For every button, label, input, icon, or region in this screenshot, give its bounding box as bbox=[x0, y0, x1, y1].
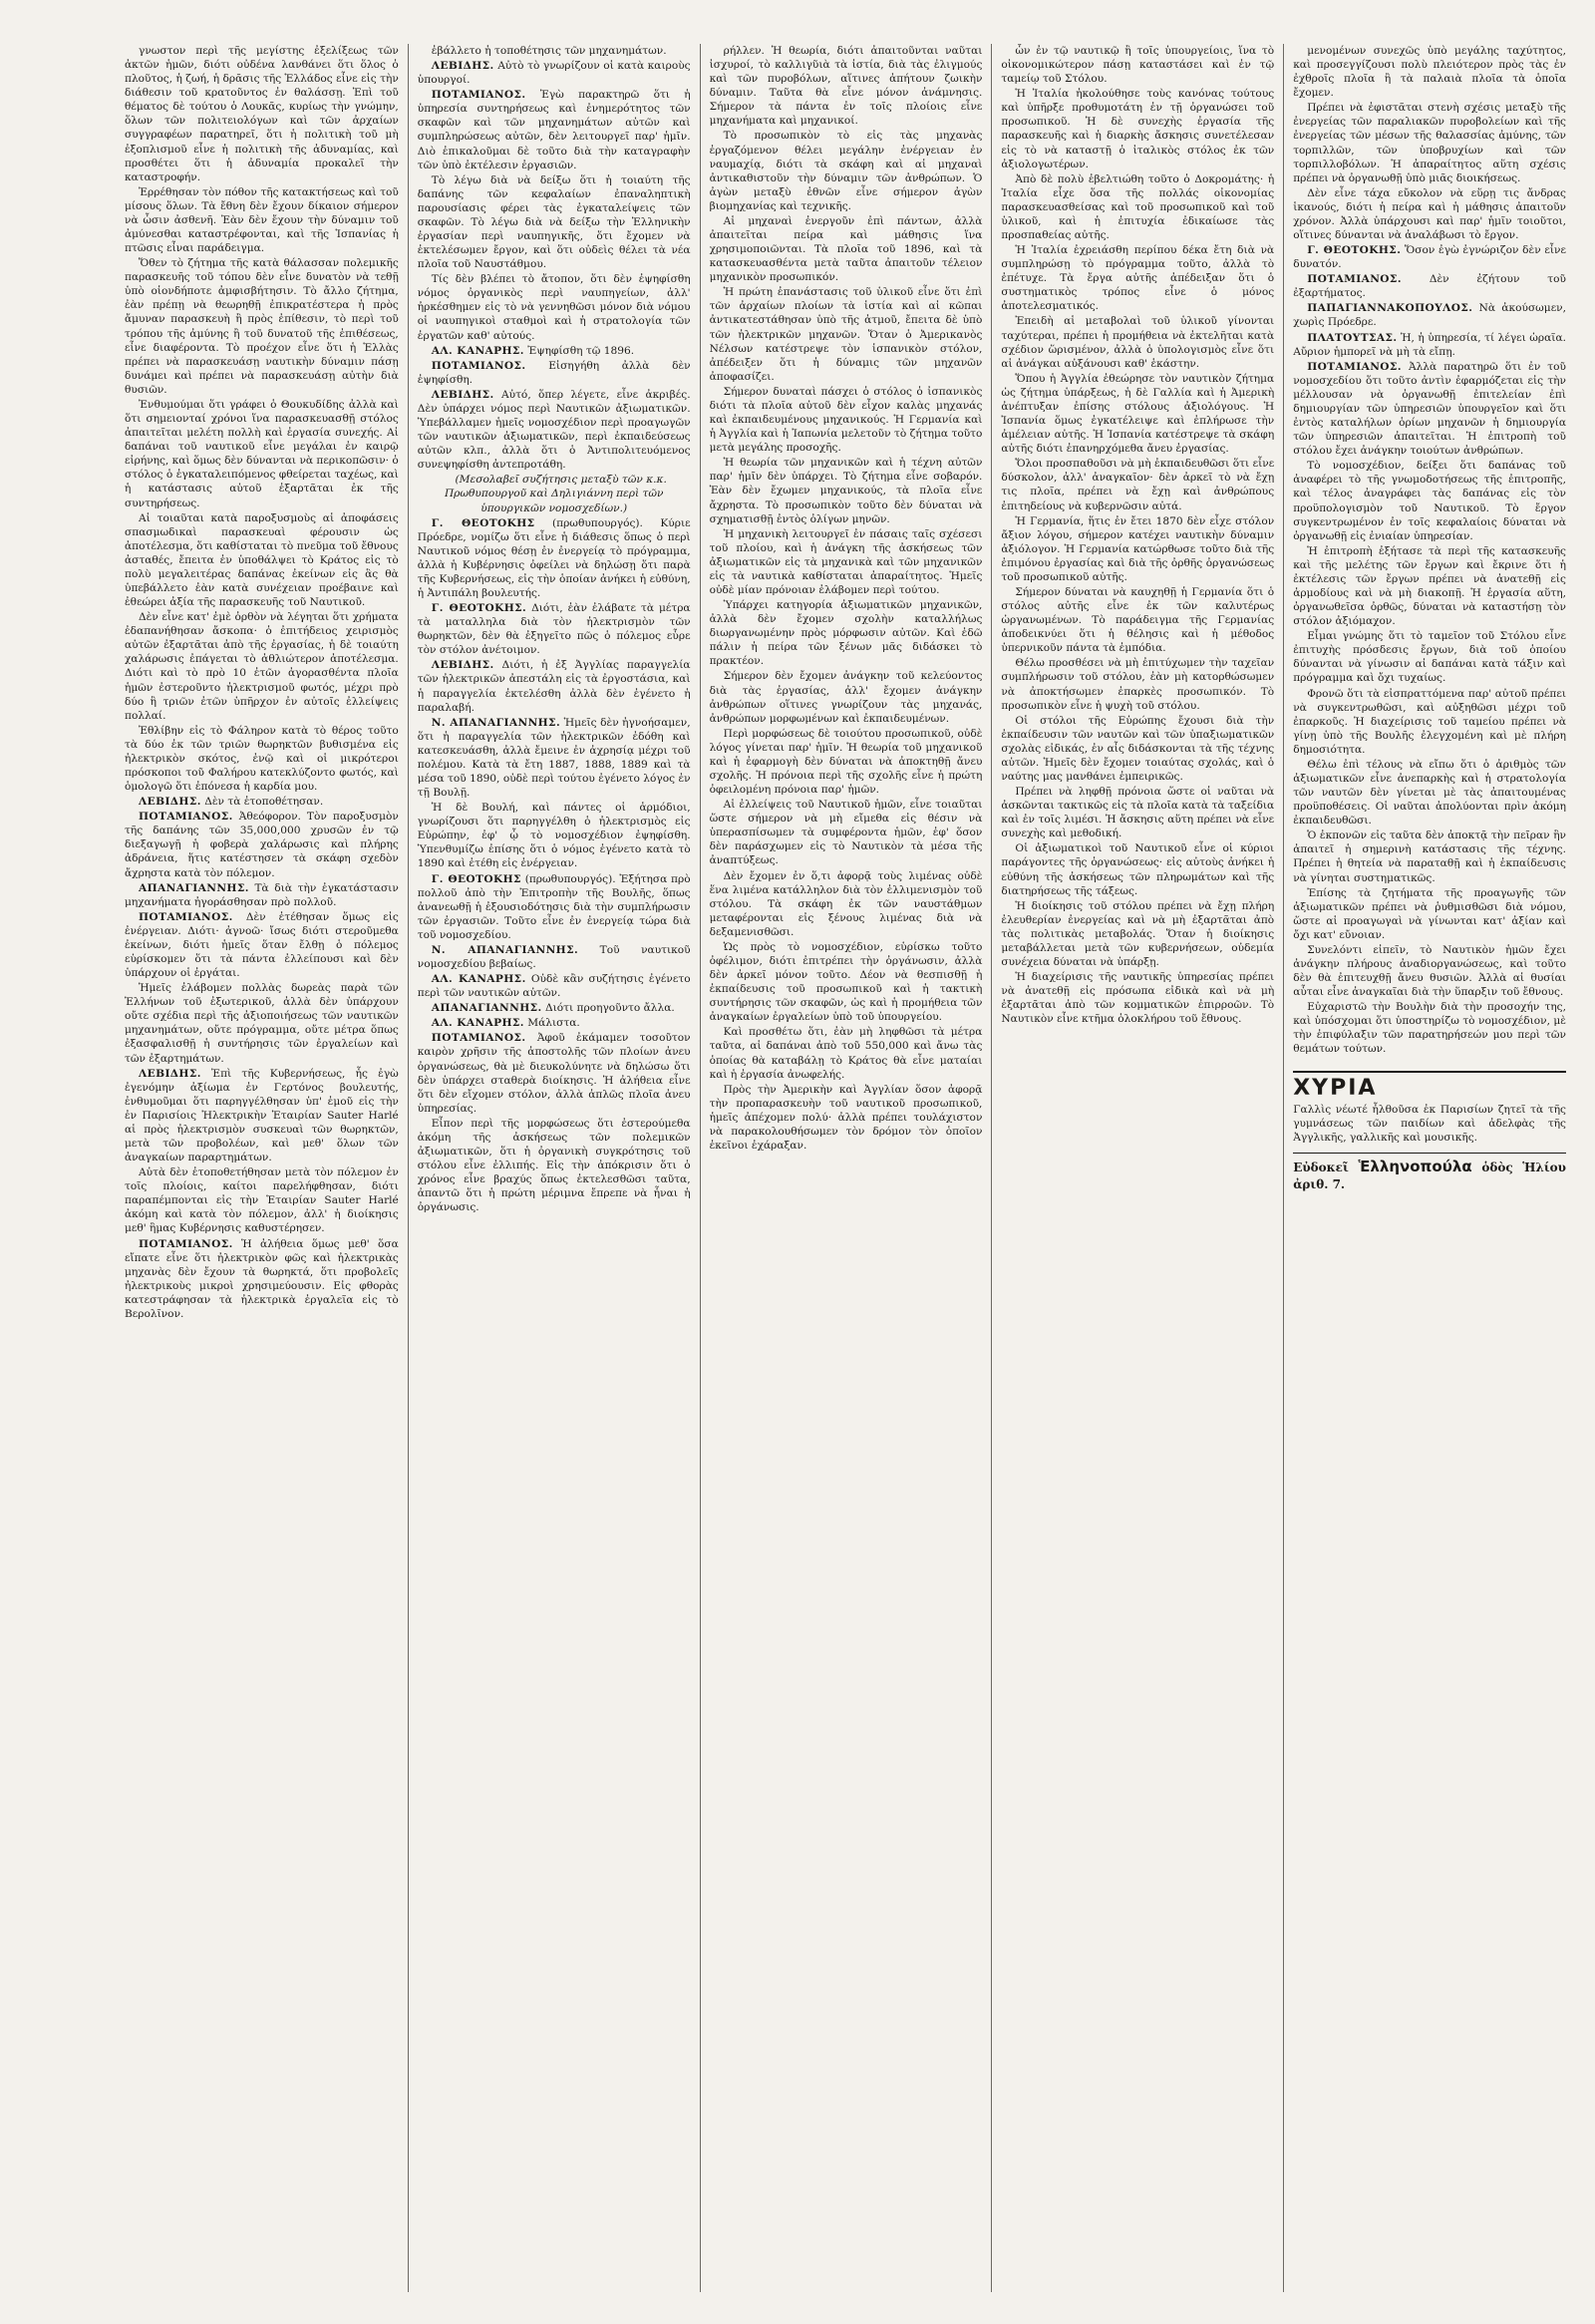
paragraph-text: ὧν ἐν τῷ ναυτικῷ ἢ τοῖς ὑπουργείοις, ἵνα τὸ οἰκονομικώτερον πάσῃ καταστάσει καὶ ἐν τῷ ταμείῳ τοῦ Στόλου. bbox=[1001, 45, 1275, 86]
paragraph-text: Αἱ ἐλλείψεις τοῦ Ναυτικοῦ ἡμῶν, εἶνε τοιαῦται ὥστε σήμερον νὰ μὴ εἴμεθα εἰς θέσιν νὰ ὑπερασπίσωμεν τὰ συμφέροντα ἡμῶν, ἐφ' ὅσον δὲν παράσχωμεν εἰς τὸ Ναυτικὸν τὰ μέσα τῆς ἀναπτύξεως. bbox=[709, 799, 983, 867]
paragraph-text: Καὶ προσθέτω ὅτι, ἐὰν μὴ ληφθῶσι τὰ μέτρα ταῦτα, αἱ δαπάναι ἀπὸ τοῦ 550,000 καὶ ἄνω τὰς ὁποίας θὰ καταβάλῃ τὸ Κράτος θὰ εἶνε ματαίαι καὶ ἡ ἐργασία ἀνωφελής. bbox=[709, 1026, 983, 1081]
paragraph-text: Μάλιστα. bbox=[527, 1017, 580, 1030]
paragraph bbox=[418, 1001, 691, 1015]
paragraph-text: Ἡ Γερμανία, ἥτις ἐν ἔτει 1870 δὲν εἶχε στόλον ἄξιον λόγου, σήμερον κατέχει ναυτικὴν δύναμιν ἀξιόλογον. Ἡ Γερμανία κατώρθωσε τοῦτο διὰ τῆς ἐπιμόνου ἐργασίας καὶ διὰ τῆς ὀρθῆς ὀργανώσεως τοῦ προσωπικοῦ αὐτῆς. bbox=[1001, 514, 1275, 583]
paragraph-text: Σήμερον δύναται νὰ καυχηθῇ ἡ Γερμανία ὅτι ὁ στόλος αὐτῆς εἶνε ἐκ τῶν καλυτέρως ὠργανωμένων. Τὸ παράδειγμα τῆς Γερμανίας ἀποδεικνύει ὅτι ἡ θέλησις καὶ ἡ μέθοδος ὑπερνικοῦν πάντα τὰ ἐμπόδια. bbox=[1001, 585, 1275, 655]
paragraph-text: Αἱ μηχαναὶ ἐνεργοῦν ἐπὶ πάντων, ἀλλὰ ἀπαιτεῖται πείρα καὶ μάθησις ἵνα χρησιμοποιῶνται. Τὰ πλοῖα τοῦ 1896, καὶ τὰ κατασκευασθέντα μετὰ ταῦτα ἀπαιτοῦν τέλειον μηχανικὸν προσωπικόν. bbox=[709, 214, 983, 284]
paragraph bbox=[418, 359, 691, 387]
speaker-name: ΛΕΒΙΔΗΣ. bbox=[139, 796, 201, 809]
paragraph-text: Ἀπὸ δὲ πολὺ ἐβελτιώθη τοῦτο ὁ Δοκρομάτης· ἡ Ἰταλία εἶχε ὅσα τῆς πολλάς οἰκονομίας παρασκευασθείσας καὶ τοῦ προσωπικοῦ καὶ τοῦ ὑλικοῦ, καὶ ἡ ἐπιτυχία ἐδικαίωσε τὰς προσπαθείας αὐτῆς. bbox=[1001, 172, 1275, 242]
paragraph-text: Ἀλλὰ παρατηρῶ ὅτι ἐν τοῦ νομοσχεδίου ὅτι τοῦτο ἀντὶν ἐφαρμόζεται εἰς τὴν μέλλουσαν νὰ ὀργανωθῇ ἐπιτελείαν ἐπὶ δημιουργίαν τῶν ὑπηρεσιῶν ὑπουργεῖον καὶ ὅτι ἐντὸς καταλήλων ὁρίων μηχανῶν ἡ δημιουργία τῶν ὑπηρεσιῶν ἀπαιτεῖται. Ἡ ἐπιτροπὴ τοῦ στόλου ἔχει ἀνάγκην τοιούτων ἀνθρώπων. bbox=[1293, 360, 1566, 458]
speaker-name: ΠΟΤΑΜΙΑΝΟΣ. bbox=[139, 1237, 233, 1250]
paragraph-text: Δὲν ἔχομεν ἐν ὅ,τι ἀφορᾷ τοὺς λιμένας οὐδὲ ἕνα λιμένα κατάλληλον διὰ τὸν ἐλλιμενισμὸν τοῦ στόλου. Τὰ σκάφη ἐκ τῶν ναυστάθμων μεταφέρονται εἰς ξένους λιμένας διὰ νὰ δεξαμενισθῶσι. bbox=[709, 869, 983, 938]
paragraph-text: Δὲν εἶνε κατ' ἐμὲ ὀρθὸν νὰ λέγηται ὅτι χρήματα ἐδαπανήθησαν ἄσκοπα· ὁ ἐπιτήδειος χειρισμὸς αὐτῶν ἐξαρτᾶται ἀπὸ τῆς ἐργασίας, ἡ δὲ τοιαύτη χαλάρωσις ἐπάγεται τὸ ἀθλιώτερον ἀποτέλεσμα. Διότι καὶ τὸ πρὸ 10 ἐτῶν ἀγορασθέντα πλοῖα ἡμῶν ἐστεροῦντο ἠλεκτρισμοῦ φωτός, μέχρι πρὸ δύο ἢ τριῶν ἐτῶν ὑπῆρχον ἐν αὐτοῖς ἐλλείψεις πολλαί. bbox=[125, 611, 399, 722]
paragraph bbox=[1001, 899, 1274, 969]
paragraph bbox=[1293, 186, 1566, 242]
paragraph bbox=[1293, 829, 1566, 884]
paragraph-text: Δὲν εἶνε τάχα εὔκολον νὰ εὕρῃ τις ἄνδρας ἱκανούς, διότι ἡ πείρα καὶ ἡ μάθησις ἀπαιτοῦν χρόνον. Ἀλλὰ ὑπάρχουσι καὶ παρ' ἡμῖν τοιοῦτοι, οἵτινες δύνανται νὰ ἀναλάβωσι τὸ ἔργον. bbox=[1293, 186, 1566, 242]
speaker-name: ΑΠΑΝΑΓΙΑΝΝΗΣ. bbox=[431, 1002, 542, 1015]
editorial-note: (Μεσολαβεῖ συζήτησις μεταξὺ τῶν κ.κ. Πρωθυπουργοῦ καὶ Δηλιγιάννη περὶ τῶν ὑπουργικῶν νομοσχεδίων.) bbox=[444, 474, 667, 514]
speaker-name: ΠΟΤΑΜΙΑΝΟΣ. bbox=[1307, 273, 1402, 286]
paragraph-text: Αἱ τοιαῦται κατὰ παροξυσμοὺς αἱ ἀποφάσεις σπασμωδικαὶ παρασκευαὶ φέρουσιν ὡς ἀποτέλεσμα, ὅτι καθίσταται τὸ πνεῦμα τοῦ ἔθνους ἀσταθές, ἔπειτα ἐν ὑποθάλψει τὸ Κράτος εἰς τὸ πολὺ μεγαλειτέρας δαπάνας ἐκείνων εἰς ἃς θὰ ὑπεβάλλετο ἐὰν κατὰ συνέχειαν προέβαινε καὶ ἐθεώρει ἀξία τῆς παρασκευῆς τοῦ Ναυτικοῦ. bbox=[125, 511, 399, 609]
paragraph-text: Ἡ μηχανικὴ λειτουργεῖ ἐν πάσαις ταῖς σχέσεσι τοῦ πλοίου, καὶ ἡ ἀνάγκη τῆς ἀσκήσεως τῶν ἀξιωματικῶν εἰς τὰ μηχανικὰ καὶ τῶν μηχανικῶν εἰς τὰ ναυτικὰ καθίσταται ἀπαραίτητος. Ἡμεῖς οὐδὲ μίαν πρόνοιαν ἐλάβομεν περὶ τούτου. bbox=[709, 527, 983, 596]
paragraph bbox=[125, 910, 399, 980]
text-column-1 bbox=[116, 44, 408, 2292]
paragraph bbox=[125, 398, 399, 510]
paragraph bbox=[710, 940, 983, 1024]
paragraph bbox=[418, 516, 691, 600]
paragraph-text: Ἐνθυμούμαι ὅτι γράφει ὁ Θουκυδίδης ἀλλὰ καὶ ὅτι σημειονταί χρόνοι ἵνα παρασκευασθῇ στόλος ἀπαιτεῖται μελέτη πολλὴ καὶ ἐργασία συνεχής. Αἱ δαπάναι τοῦ ναυτικοῦ εἶνε μεγάλαι ἐν καιρῷ εἰρήνης, καὶ ὅμως δὲν δύνανται νὰ περικοπῶσιν· ὁ στόλος ὁ ἐγκαταλειπόμενος φθείρεται ταχέως, καὶ ἡ κατάστασις αὐτοῦ ἐξαρτᾶται ἐκ τῆς συντηρήσεως. bbox=[125, 398, 399, 509]
paragraph bbox=[125, 1067, 399, 1165]
paragraph bbox=[418, 173, 691, 272]
paragraph-text: Ἡ ἐπιτροπὴ ἐξήτασε τὰ περὶ τῆς κατασκευῆς καὶ τῆς μελέτης τῶν ἔργων καὶ ἔκρινε ὅτι ἡ ἐκτέλεσις τῶν ἔργων πρέπει νὰ ἀνατεθῇ εἰς ἁρμοδίους καὶ νὰ μὴ διακοπῇ. Ἡ ἐργασία αὕτη, ὀργανωθεῖσα ὀρθῶς, δύναται νὰ καταστήσῃ τὸν στόλον ἀξιόμαχον. bbox=[1293, 544, 1566, 628]
advert-heading: ΧΥΡΙΑ bbox=[1293, 1075, 1378, 1101]
paragraph-text: Τὸ νομοσχέδιον, δείξει ὅτι δαπάνας τοῦ ἀναφέρει τὸ τῆς γνωμοδοτήσεως τῆς ἐπιτροπῆς, καὶ τέλος ἀναγράφει τὰς δαπάνας εἰς τὸν προϋπολογισμὸν τοῦ Ναυτικοῦ. Τὸ ἔργον συγκεντρωμένον ἐν τοῖς κεφαλαίοις δύναται νὰ ὀργανωθῇ εἰς ἐνιαίαν ὑπηρεσίαν. bbox=[1293, 460, 1566, 542]
paragraph-text: Πρέπει νὰ ἐφιστᾶται στενὴ σχέσις μεταξὺ τῆς ἐνεργείας τῶν παραλιακῶν πυροβολείων καὶ τῆς ἐνεργείας τῶν μέσων τῆς θαλασσίας ἀμύνης, τῶν τορπιλλῶν, τῶν ὑποβρυχίων καὶ τῶν τορπιλλοβόλων. Ἡ ἀπαραίτητος αὕτη σχέσις πρέπει νὰ ὀργανωθῇ ὑπὸ μιᾶς διοικήσεως. bbox=[1293, 102, 1566, 184]
paragraph bbox=[418, 716, 691, 800]
paragraph-text: Ἡ διοίκησις τοῦ στόλου πρέπει νὰ ἔχῃ πλήρη ἐλευθερίαν ἐνεργείας καὶ νὰ μὴ ἐξαρτᾶται ἀπὸ τὰς πολιτικὰς μεταβολάς. Ὅταν ἡ διοίκησις μεταβάλλεται μετὰ τῶν κυβερνήσεων, οὐδεμία συνέχεια δύναται νὰ ὑπάρξῃ. bbox=[1001, 899, 1275, 968]
speaker-name: ΠΑΠΑΓΙΑΝΝΑΚΟΠΟΥΛΟΣ. bbox=[1307, 302, 1473, 315]
paragraph bbox=[1293, 243, 1566, 271]
paragraph-text: Οὐδὲ κἂν συζήτησις ἐγένετο περὶ τῶν ναυτικῶν αὐτῶν. bbox=[417, 973, 691, 1000]
paragraph bbox=[418, 872, 691, 942]
paragraph bbox=[418, 59, 691, 87]
paragraph bbox=[418, 1031, 691, 1115]
paragraph bbox=[1001, 457, 1274, 512]
paragraph bbox=[710, 798, 983, 867]
classified-advert bbox=[1293, 1071, 1566, 1193]
paragraph bbox=[1001, 372, 1274, 456]
paragraph-text: Εἰσηγήθη ἀλλὰ δὲν ἐψηφίσθη. bbox=[417, 359, 691, 386]
paragraph bbox=[1293, 943, 1566, 999]
paragraph bbox=[710, 598, 983, 668]
paragraph bbox=[1001, 44, 1274, 86]
speaker-name: ΑΛ. ΚΑΝΑΡΗΣ. bbox=[431, 973, 526, 986]
paragraph bbox=[418, 658, 691, 714]
column-grid bbox=[116, 44, 1575, 2292]
speaker-name: ΛΕΒΙΔΗΣ. bbox=[431, 659, 494, 672]
speaker-name: Γ. ΘΕΟΤΟΚΗΣ bbox=[431, 516, 535, 529]
paragraph-text: Ἐθλίβην εἰς τὸ Φάληρον κατὰ τὸ θέρος τοῦτο τὰ δύο ἐκ τῶν τριῶν θωρηκτῶν βυθισμένα εἰς ἠλεκτρικὸν σκότος, ἐνῷ καὶ οἱ μικρότεροι πρόσκοποι τοῦ Φαλήρου κατεκλύζοντο φωτός, καὶ ὁμολογῶ ὅτι ἐπόνεσα ἡ καρδία μου. bbox=[125, 724, 399, 794]
paragraph bbox=[1293, 459, 1566, 542]
paragraph bbox=[125, 185, 399, 255]
paragraph bbox=[418, 601, 691, 657]
paragraph-text: Συνελόντι εἰπεῖν, τὸ Ναυτικὸν ἡμῶν ἔχει ἀνάγκην πλήρους ἀναδιοργανώσεως, καὶ τοῦτο δὲν θὰ ἐπιτευχθῇ ἄνευ θυσιῶν. Ἀλλὰ αἱ θυσίαι αὗται εἶνε ἀναγκαῖαι διὰ τὴν ὕπαρξιν τοῦ ἔθνους. bbox=[1293, 943, 1566, 999]
paragraph-text: Ἡ δὲ Βουλή, καὶ πάντες οἱ ἁρμόδιοι, γνωρίζουσι ὅτι παρηγγέλθη ὁ ἠλεκτρισμὸς εἰς Εὐρώπην, ἐφ' ᾧ τὸ νομοσχέδιον ἐψηφίσθη. Ὑπενθυμίζω ἐπίσης ὅτι ὁ νόμος ἐγένετο κατὰ τὸ 1890 καὶ ἐτέθη εἰς ἐνέργειαν. bbox=[417, 802, 691, 870]
paragraph-text: Τοῦ ναυτικοῦ νομοσχεδίου βεβαίως. bbox=[417, 943, 691, 970]
paragraph bbox=[125, 810, 399, 879]
speaker-name: ΠΛΑΤΟΥΤΣΑΣ. bbox=[1307, 331, 1398, 344]
paragraph bbox=[710, 727, 983, 797]
speaker-name: ΑΛ. ΚΑΝΑΡΗΣ. bbox=[431, 344, 524, 357]
paragraph bbox=[418, 972, 691, 1000]
paragraph-text: Δὲν ἐζήτουν τοῦ ἐξαρτήματος. bbox=[1293, 273, 1566, 300]
paragraph-text: Διότι, ἡ ἐξ Ἀγγλίας παραγγελία τῶν ἠλεκτρικῶν ἀπεστάλη εἰς τὰ ἐργοστάσια, καὶ ἡ παραγγελία ἐκτελέσθη ἀλλὰ δὲν ἐγένετο ἡ παραλαβή. bbox=[417, 659, 691, 714]
paragraph bbox=[1293, 101, 1566, 184]
paragraph-text: Ἐπειδὴ αἱ μεταβολαὶ τοῦ ὑλικοῦ γίνονται ταχύτεραι, πρέπει ἡ προμήθεια νὰ ἐκτελῆται κατὰ σχέδιον ὥρισμένον, ἀλλὰ ὁ ὑπολογισμὸς εἶνε ὅτι αἱ ἀνάγκαι αὐξάνουσι καθ' ἑκάστην. bbox=[1001, 315, 1275, 370]
paragraph-text: Αὐτὸ τὸ γνωρίζουν οἱ κατὰ καιροὺς ὑπουργοί. bbox=[417, 60, 691, 87]
advert-body: Γαλλὶς νέωτέ ἦλθοῦσα ἐκ Παρισίων ζητεῖ τὰ τῆς γυμνάσεως τῶν παιδίων καὶ ἀδελφὰς τῆς Ἀγγλικῆς, γαλλικῆς καὶ μουσικῆς. bbox=[1293, 1103, 1566, 1144]
paragraph bbox=[710, 385, 983, 455]
paragraph-text: Ἀθεόφορον. Τὸν παροξυσμὸν τῆς δαπάνης τῶν 35,000,000 χρυσῶν ἐν τῷ διεξαγωγῇ ἡ φοβερὰ χαλάρωσις καὶ πλήρης ἀδράνεια, ἥτις κατέστησεν τὰ σκάφη σχεδὸν ἄχρηστα κατὰ τὸν πόλεμον. bbox=[125, 811, 399, 879]
paragraph-text: Αὐτό, ὅπερ λέγετε, εἶνε ἀκριβές. Δὲν ὑπάρχει νόμος περὶ Ναυτικῶν ἀξιωματικῶν. Ὑπεβάλλαμεν ἡμεῖς νομοσχέδιον περὶ προαγωγῶν τῶν ναυτικῶν ἀξιωματικῶν, περὶ ἐκπαιδεύσεως αὐτῶν κλπ., ἀλλὰ ὅτι ὁ Ἀντιπολιτευόμενος συνεψηφίσθη ἀντεπροτάθη. bbox=[417, 388, 691, 472]
paragraph bbox=[125, 511, 399, 610]
paragraph-text: Οἱ ἀξιωματικοὶ τοῦ Ναυτικοῦ εἶνε οἱ κύριοι παράγοντες τῆς ὀργανώσεως· εἰς αὐτοὺς ἀνήκει ἡ εὐθύνη τῆς ἀσκήσεως τῶν πληρωμάτων καὶ τῆς διατηρήσεως τῆς τάξεως. bbox=[1001, 842, 1275, 897]
text-column-3 bbox=[700, 44, 992, 2292]
paragraph bbox=[418, 88, 691, 171]
paragraph-text: Οἱ στόλοι τῆς Εὐρώπης ἔχουσι διὰ τὴν ἐκπαίδευσιν τῶν ναυτῶν καὶ τῶν ὑπαξιωματικῶν σχολὰς εἰδικάς, ἐν αἷς διδάσκονται τὰ τῆς τέχνης αὐτῶν. Ἡμεῖς δὲν ἔχομεν τοιαύτας σχολάς, καὶ ὁ ναύτης μας μανθάνει ἐμπειρικῶς. bbox=[1001, 714, 1275, 783]
paragraph bbox=[710, 1025, 983, 1081]
paragraph bbox=[1001, 714, 1274, 784]
paragraph-text: Ἐψηφίσθη τῷ 1896. bbox=[527, 344, 635, 357]
paragraph bbox=[418, 44, 691, 58]
paragraph-text: Ἡ Ἰταλία ἠκολούθησε τοὺς κανόνας τούτους καὶ ὑπῆρξε προθυμοτάτη ἐν τῇ ὀργανώσει τοῦ προσωπικοῦ. Ἡ δὲ συνεχὴς ἐργασία τῆς παρασκευῆς καὶ ἡ διαρκὴς ἄσκησις συνετέλεσαν εἰς τὸ νὰ καταστῇ ὁ ἰταλικὸς στόλος ἐκ τῶν ἀξιολογωτέρων. bbox=[1001, 88, 1275, 170]
paragraph-text: Πρὸς τὴν Ἀμερικὴν καὶ Ἀγγλίαν ὅσον ἀφορᾷ τὴν προπαρασκευὴν τοῦ ναυτικοῦ προσωπικοῦ, ἡμεῖς ἀπέχομεν πολύ· ἀλλὰ πρέπει τουλάχιστον νὰ παρακολουθήσωμεν τὸν δρόμον τὸν ὁποῖον ἐκεῖνοι ἐχάραξαν. bbox=[709, 1083, 983, 1153]
paragraph bbox=[1293, 1000, 1566, 1056]
speaker-name: ΠΟΤΑΜΙΑΝΟΣ. bbox=[431, 1032, 526, 1045]
paragraph-text: Ὡς πρὸς τὸ νομοσχέδιον, εὑρίσκω τοῦτο ὀφέλιμον, διότι ἐπιτρέπει τὴν ὀργάνωσιν, ἀλλὰ δὲν ἀρκεῖ μόνον τοῦτο. Δέον νὰ θεσπισθῇ ἡ ἐκπαίδευσις τοῦ προσωπικοῦ καὶ ἡ τακτικὴ συντήρησις τῶν σκαφῶν, ὡς καὶ ἡ προμήθεια τῶν ἀναγκαίων ἐργαλείων ὑπὸ τοῦ ὑπουργείου. bbox=[709, 940, 983, 1024]
advert-footer bbox=[1293, 1153, 1566, 1193]
paragraph bbox=[1293, 360, 1566, 459]
paragraph-text: Ὅπου ἡ Ἀγγλία ἐθεώρησε τὸν ναυτικὸν ζήτημα ὡς ζήτημα ὑπάρξεως, ἡ δὲ Γαλλία καὶ ἡ Ἀμερικὴ ἀνέπτυξαν ἐπίσης στόλους ἀξιολόγους. Ἡ Ἰσπανία ὅμως ἐγκατέλειψε καὶ ἐπλήρωσε τὴν ἀμέλειαν αὐτῆς. Ἡ Ἰσπανία κατέστρεψε τὰ σκάφη αὐτῆς διότι ἐπανηρχόμεθα ἄνευ ἐργασίας. bbox=[1001, 372, 1275, 456]
paragraph bbox=[710, 1083, 983, 1153]
paragraph bbox=[125, 44, 399, 184]
paragraph-text: ἐβάλλετο ἡ τοποθέτησις τῶν μηχανημάτων. bbox=[431, 45, 667, 57]
paragraph bbox=[1001, 87, 1274, 170]
paragraph-text: Ἐγὼ παρακτηρῶ ὅτι ἡ ὑπηρεσία συντηρήσεως καὶ ἐνημερότητος τῶν σκαφῶν καὶ τῶν μηχανημάτων αὐτῶν καὶ συμπληρώσεως αὐτῶν, δὲν λειτουργεῖ παρ' ἡμῖν. Διὸ ἐπικαλοῦμαι δὲ τοῦτο διὰ τὴν καταγραφὴν τῶν ὑπὸ ἐκτέλεσιν ἐργασιῶν. bbox=[417, 89, 691, 171]
paragraph bbox=[418, 344, 691, 358]
paragraph bbox=[418, 1117, 691, 1215]
paragraph bbox=[1293, 331, 1566, 359]
speaker-name: Ν. ΑΠΑΝΑΓΙΑΝΝΗΣ. bbox=[431, 716, 561, 729]
paragraph bbox=[1293, 758, 1566, 828]
paragraph-text: Φρονῶ ὅτι τὰ εἰσπραττόμενα παρ' αὐτοῦ πρέπει νὰ συγκεντρωθῶσι, καὶ αὐξηθῶσι μέχρι τοῦ ἐπαρκοῦς. Ἡ διαχείρισις τοῦ ταμείου πρέπει νὰ γίνῃ ὑπὸ τῆς Βουλῆς ἐλεγχομένη καὶ μὲ πλήρη δημοσιότητα. bbox=[1293, 687, 1566, 756]
speaker-name: ΠΟΤΑΜΙΑΝΟΣ. bbox=[431, 359, 526, 372]
paragraph-text: Ἐρρέθησαν τὸν πόθον τῆς κατακτήσεως καὶ τοῦ μίσους ὅλων. Τὰ ἔθνη δὲν ἔχουν δίκαιον σήμερον νὰ ὦσιν ἀσθενῆ. Ἐὰν δὲν ἔχουν τὴν δύναμιν τοῦ ἀμύνεσθαι καταστρέφονται, καὶ τῆς Ἱσπανίας ἡ πτῶσις εἶναι παράδειγμα. bbox=[125, 185, 399, 255]
paragraph-text: Ὅλοι προσπαθοῦσι νὰ μὴ ἐκπαιδευθῶσι ὅτι εἶνε δύσκολον, ἀλλ' ἀναγκαῖον· δὲν ἀρκεῖ τὸ νὰ ἔχῃ τις πλοῖα, πρέπει νὰ ἔχῃ καὶ ἀνθρώπους ἐπιτηδείους νὰ κυβερνῶσιν αὐτά. bbox=[1001, 458, 1275, 512]
speaker-name: ΠΟΤΑΜΙΑΝΟΣ. bbox=[431, 89, 526, 102]
paragraph bbox=[1001, 172, 1274, 242]
paragraph-text: Διότι προηγοῦντο ἄλλα. bbox=[544, 1002, 675, 1015]
paragraph-text: Σήμερον δὲν ἔχομεν ἀνάγκην τοῦ κελεύοντος διὰ τὰς ἐργασίας, ἀλλ' ἔχομεν ἀνάγκην ἀνθρώπων οἵτινες γνωρίζουν τὰς μηχανάς, ἀνθρώπων μορφωμένων καὶ ἐκπαιδευμένων. bbox=[709, 670, 983, 725]
advert-footer-prefix: Εὐδοκεῖ bbox=[1293, 1160, 1349, 1174]
paragraph bbox=[1001, 785, 1274, 840]
speaker-name: Γ. ΘΕΟΤΟΚΗΣ bbox=[431, 872, 521, 885]
advert-footer-name: Ἑλληνοπούλα bbox=[1358, 1157, 1472, 1175]
speaker-name: ΠΟΤΑΜΙΑΝΟΣ. bbox=[139, 811, 233, 824]
speaker-name: ΠΟΤΑΜΙΑΝΟΣ. bbox=[1307, 360, 1402, 373]
paragraph-text: Ἡμεῖς δὲν ἠγνοήσαμεν, ὅτι ἡ παραγγελία τῶν ἠλεκτρικῶν ἐδόθη καὶ κατεσκευάσθη, ἀλλὰ ἔμεινε ἐν ἀχρησίᾳ μέχρι τοῦ πολέμου. Κατὰ τὰ ἔτη 1887, 1888, 1889 καὶ τὰ μέσα τοῦ 1890, οὐδὲ περὶ τούτου ἐγένετο λόγος ἐν τῇ Βουλῇ. bbox=[417, 716, 691, 800]
paragraph bbox=[125, 256, 399, 397]
paragraph-text: Εὐχαριστῶ τὴν Βουλὴν διὰ τὴν προσοχήν της, καὶ ὑπόσχομαι ὅτι ὑποστηρίζω τὸ νομοσχέδιον, μὲ τὴν ἐπιφύλαξιν τῶν παρατηρήσεών μου περὶ τῶν θεμάτων τούτων. bbox=[1293, 1001, 1566, 1056]
speaker-name: ΛΕΒΙΔΗΣ. bbox=[139, 1067, 201, 1080]
paragraph bbox=[710, 44, 983, 128]
text-column-2 bbox=[408, 44, 700, 2292]
paragraph-text: (πρωθυπουργός). Κύριε Πρόεδρε, νομίζω ὅτι εἶνε ἡ διάθεσις ὅπως ὁ περὶ Ναυτικοῦ νόμος θέσῃ ἐν ἐνεργείᾳ τὸ πρόγραμμα, ἀλλὰ ἡ Κυβέρνησις ὀφείλει νὰ δηλώσῃ ὅτι παρὰ τῆς Κυβερνήσεως, εἰς τὴν ὁποίαν ἀνήκει ἡ εὐθύνη, ἡ Ἀντιπάλη βουλευτής. bbox=[417, 516, 691, 599]
paragraph-text: Διότι, ἐὰν ἐλάβατε τὰ μέτρα τὰ ματαλληλα διὰ τὸν ἠλεκτρισμὸν τῶν θωρηκτῶν, δὲν θὰ ἐξηγεῖτο πῶς ὁ πόλεμος εὗρε τὸν στόλον ἀνέτοιμον. bbox=[417, 602, 691, 657]
paragraph-text: Εἶπον περὶ τῆς μορφώσεως ὅτι ἐστερούμεθα ἀκόμη τῆς ἀσκήσεως τῶν πολεμικῶν ἀξιωματικῶν, ὅτι ἡ ὀργανικὴ συγκρότησις τοῦ στόλου εἶνε ἐλλιπής. Εἰς τὴν ἀπόκρισιν ὅτι ὁ χρόνος εἶνε βραχύς ὅπως ἐκτελεσθῶσι ταῦτα, ἀπαντῶ ὅτι ἡ πρώτη μέριμνα ἔπρεπε νὰ ἦναι ἡ ὀργάνωσις. bbox=[417, 1117, 691, 1214]
paragraph bbox=[125, 795, 399, 809]
paragraph bbox=[710, 669, 983, 725]
speaker-name: ΑΛ. ΚΑΝΑΡΗΣ. bbox=[431, 1017, 524, 1030]
speaker-name: ΠΟΤΑΜΙΑΝΟΣ. bbox=[139, 910, 233, 923]
paragraph-text: Νὰ ἀκούσωμεν, χωρὶς Πρόεδρε. bbox=[1293, 302, 1566, 329]
paragraph-text: Θέλω ἐπὶ τέλους νὰ εἴπω ὅτι ὁ ἀριθμὸς τῶν ἀξιωματικῶν εἶνε ἀνεπαρκὴς καὶ ἡ στρατολογία τῶν ναυτῶν δὲν γίνεται μὲ τὰς ἀπαιτουμένας προϋποθέσεις. Οἱ ναῦται ἀπολύονται πρὶν ἀκόμη ἐκπαιδευθῶσι. bbox=[1293, 758, 1566, 828]
paragraph-text: ρήλλεν. Ἡ θεωρία, διότι ἀπαιτοῦνται ναῦται ἰσχυροί, τὸ καλλιγῦιὰ τὰ ἱστία, διὰ τὰς ἐλιγμούς καὶ τῶν πυροβόλων, αἵτινες ἀπήτουν ζωικὴν δύναμιν. Ταῦτα θὰ εἶνε μόνον ἀνάμνησις. Σήμερον τὰ πάντα ἐν τοῖς πλοίοις εἶνε μηχανήματα καὶ μηχανικοί. bbox=[709, 45, 983, 128]
paragraph-text: Τὸ προσωπικὸν τὸ εἰς τὰς μηχανὰς ἐργαζόμενον θέλει μεγάλην ἐνέργειαν ἐν ναυμαχίᾳ, διότι τὰ σκάφη καὶ αἱ μηχαναὶ ἀντικαθιστοῦν τὴν δύναμιν τῶν ἀνθρώπων. Ὁ ἀγὼν μεταξὺ ἐθνῶν εἶνε σήμερον ἀγὼν βιομηχανίας καὶ τεχνικῆς. bbox=[709, 130, 983, 212]
paragraph bbox=[1001, 841, 1274, 897]
paragraph-text: Ἡ διαχείρισις τῆς ναυτικῆς ὑπηρεσίας πρέπει νὰ ἀνατεθῇ εἰς πρόσωπα εἰδικὰ καὶ νὰ μὴ ἐξαρτᾶται ἀπὸ τῶν κομματικῶν ἐπιρροῶν. Τὸ Ναυτικὸν εἶνε κτῆμα ὁλοκλήρου τοῦ ἔθνους. bbox=[1001, 971, 1275, 1026]
paragraph-text: Θέλω προσθέσει νὰ μὴ ἐπιτύχωμεν τὴν ταχεῖαν συμπλήρωσιν τοῦ στόλου, ἐὰν μὴ κατορθώσωμεν νὰ ἀποκτήσωμεν ἐπαρκὲς προσωπικόν. Τὸ προσωπικὸν εἶνε ἡ ψυχὴ τοῦ στόλου. bbox=[1001, 657, 1275, 712]
paragraph bbox=[1293, 629, 1566, 685]
paragraph bbox=[1001, 514, 1274, 584]
paragraph bbox=[1293, 301, 1566, 329]
paragraph-text: Τὰ διὰ τὴν ἐγκατάστασιν μηχανήματα ἠγοράσθησαν πρὸ πολλοῦ. bbox=[125, 881, 399, 908]
paragraph bbox=[125, 724, 399, 794]
paragraph bbox=[125, 981, 399, 1065]
text-column-4 bbox=[991, 44, 1283, 2292]
paragraph bbox=[418, 272, 691, 342]
paragraph-text: Ἐπὶ τῆς Κυβερνήσεως, ἧς ἐγὼ ἐγενόμην ἀξίωμα ἐν Γερτόνος βουλευτής, ἐνθυμοῦμαι ὅτι παρηγγέλθησαν ὑπ' ἐμοῦ εἰς τὴν ἐν Παρισίοις Ἠλεκτρικὴν Ἑταιρίαν Sauter Harlé αἱ πρὸς ἠλεκτρισμὸν συσκευαὶ τῶν θωρηκτῶν, μετὰ τῶν προβολέων, καὶ μεθ' ὅλων τῶν ἀναγκαίων παραρτημάτων. bbox=[125, 1067, 399, 1164]
paragraph bbox=[1293, 687, 1566, 757]
paragraph-text: Ὑπάρχει κατηγορία ἀξιωματικῶν μηχανικῶν, ἀλλὰ δὲν ἔχομεν σχολὴν καταλλήλως διωργανωμένην πρὸς μόρφωσιν αὐτῶν. Καὶ ἐδῶ πάλιν ἡ πείρα τῶν ξένων μᾶς διδάσκει τὸ πρακτέον. bbox=[709, 599, 983, 668]
paragraph bbox=[418, 943, 691, 971]
advert-footer-address: ὁδὸς Ἡλίου ἀριθ. 7. bbox=[1293, 1160, 1566, 1191]
paragraph bbox=[125, 610, 399, 723]
paragraph-text: (πρωθυπουργός). Ἐξήτησα πρὸ πολλοῦ ἀπὸ τὴν Ἐπιτροπὴν τῆς Βουλῆς, ὅπως ἀνανεωθῇ ἡ ἐξουσιοδότησις διὰ τὴν συμπλήρωσιν τῶν ἐργασιῶν. Τοῦτο εἶνε ἐν ἐνεργείᾳ τώρα διὰ τοῦ νομοσχεδίου. bbox=[417, 872, 691, 941]
paragraph-text: Πρέπει νὰ ληφθῇ πρόνοια ὥστε οἱ ναῦται νὰ ἀσκῶνται τακτικῶς εἰς τὰ πλοῖα κατὰ τὰ ταξείδια καὶ ἐν τοῖς λιμέσι. Ἡ ἄσκησις αὕτη πρέπει νὰ εἶνε συνεχὴς καὶ μεθοδική. bbox=[1001, 786, 1275, 840]
paragraph-text: Ἡ Ἰταλία ἐχρειάσθη περίπου δέκα ἔτη διὰ νὰ συμπληρώσῃ τὸ πρόγραμμα τοῦτο, ἀλλὰ τὸ ἐπέτυχε. Τὰ ἔργα αὐτῆς ἀπέδειξαν ὅτι ὁ συστηματικὸς τρόπος εἶνε ὁ μόνος ἀποτελεσματικός. bbox=[1001, 244, 1275, 313]
paragraph bbox=[418, 801, 691, 870]
paragraph-text: μενομένων συνεχῶς ὑπὸ μεγάλης ταχύτητος, καὶ προσεγγίζουσι πολὺ πλειότερον πρὸς τὰς ἐν ἐχθροῖς πλοῖα ἢ τὰ παλαιὰ πλοῖα τὰ ὁποῖα ἔχομεν. bbox=[1293, 45, 1566, 100]
paragraph bbox=[418, 1016, 691, 1030]
paragraph bbox=[125, 1237, 399, 1321]
speaker-name: Ν. ΑΠΑΝΑΓΙΑΝΝΗΣ. bbox=[431, 943, 579, 956]
paragraph-text: Περὶ μορφώσεως δὲ τοιούτου προσωπικοῦ, οὐδὲ λόγος γίνεται παρ' ἡμῖν. Ἡ θεωρία τοῦ μηχανικοῦ καὶ ἡ ἐφαρμογὴ δὲν δύναται νὰ ἀποκτηθῇ ἄνευ σχολῆς. Ἡ πρόνοια περὶ τῆς σχολῆς εἶνε ἡ πρώτη ὀφειλομένη πρόνοια παρ' ἡμῶν. bbox=[709, 727, 983, 797]
paragraph-text: γνωστον περὶ τῆς μεγίστης ἐξελίξεως τῶν ἀκτῶν ἡμῶν, διότι οὐδένα λανθάνει ὅτι ὅλος ὁ πλοῦτος, ἡ ζωή, ἡ δρᾶσις τῆς Ἑλλάδος εἶνε εἰς τὴν διάθεσιν τοῦ κρατοῦντος ἐν θαλάσσῃ. Ἐπὶ τοῦ θέματος δὲ τούτου ὁ Λουκᾶς, κυρίως τὴν γνώμην, ὅλων τῶν πολιτειολόγων καὶ τῶν ἀρχαίων συγγραφέων παρατηρεῖ, ὅτι ἡ πολιτικὴ τοῦ μὴ ἐξοπλισμοῦ εἶνε ἡ πολιτικὴ τῆς ἀδυναμίας, καὶ προσθέτει ὅτι ἡ ἀδυναμία προκαλεῖ τὴν καταστροφήν. bbox=[125, 45, 399, 183]
paragraph bbox=[710, 456, 983, 525]
paragraph bbox=[1001, 656, 1274, 712]
paragraph-text: Ὅσον ἐγὼ ἐγνώριζον δὲν εἶνε δυνατόν. bbox=[1293, 244, 1566, 271]
paragraph bbox=[125, 1165, 399, 1235]
paragraph bbox=[710, 129, 983, 212]
paragraph-text: Ἐπίσης τὰ ζητήματα τῆς προαγωγῆς τῶν ἀξιωματικῶν πρέπει νὰ ῥυθμισθῶσι διὰ νόμου, ὥστε αἱ προαγωγαὶ νὰ γίνωνται κατ' ἀξίαν καὶ ὄχι κατ' εὔνοιαν. bbox=[1293, 886, 1566, 941]
speaker-name: ΛΕΒΙΔΗΣ. bbox=[431, 60, 494, 73]
paragraph bbox=[1293, 544, 1566, 628]
paragraph-text: Ὁ ἐκπονῶν εἰς ταῦτα δὲν ἀποκτᾷ τὴν πεῖραν ἣν ἀπαιτεῖ ἡ σημερινὴ κατάστασις τῆς τέχνης. Πρέπει ἡ θητεία νὰ παραταθῇ καὶ ἡ ἐκπαίδευσις νὰ γίνηται συστηματικῶς. bbox=[1293, 830, 1566, 884]
paragraph-text: Αὐτὰ δὲν ἐτοποθετήθησαν μετὰ τὸν πόλεμον ἐν τοῖς πλοίοις, καίτοι παρελήφθησαν, διότι παραπέμπονται εἰς τὴν Ἑταιρίαν Sauter Harlé ἀκόμη καὶ κατὰ τὸν πόλεμον, ἀλλ' ἡ διοίκησις μεθ' ἣμας Κυβέρνησις καθυστέρησεν. bbox=[125, 1166, 399, 1235]
paragraph-text: Δὲν ἐτέθησαν ὅμως εἰς ἐνέργειαν. Διότι· ἀγνοῶ· ἴσως διότι στεροῦμεθα ἐκείνων, διότι ἡμεῖς ὅταν ἔλθῃ ὁ πόλεμος εὑρίσκομεν ὅτι τὰ πάντα ἐλλείπουσι καὶ δὲν ὑπάρχουν οἱ ἐργάται. bbox=[125, 910, 399, 980]
paragraph bbox=[710, 527, 983, 597]
paragraph bbox=[710, 285, 983, 384]
paragraph bbox=[710, 869, 983, 939]
paragraph bbox=[1001, 314, 1274, 370]
paragraph bbox=[1293, 44, 1566, 100]
paragraph-text: Σήμερον δυναταὶ πάσχει ὁ στόλος ὁ ἰσπανικὸς διότι τὰ πλοῖα αὐτοῦ δὲν εἶχον καλὰς μηχανάς καὶ ἐκπαιδευμένους μηχανικούς. Ἡ Γερμανία καὶ ἡ Ἀγγλία καὶ ἡ Ἰαπωνία μελετοῦν τὸ ζήτημα τοῦτο μετὰ μεγάλης προσοχῆς. bbox=[709, 385, 983, 455]
paragraph-text: Ἡ πρώτη ἐπανάστασις τοῦ ὑλικοῦ εἶνε ὅτι ἐπὶ τῶν ἀρχαίων πλοίων τὰ ἱστία καὶ αἱ κῶπαι ἀντικατεστάθησαν ὑπὸ τῆς ἀτμοῦ, ἔπειτα δὲ ὑπὸ τῶν ἠλεκτρικῶν μηχανῶν. Ὅταν ὁ Ἀμερικανὸς Νέλσων κατέστρεψε τὸν ἱσπανικὸν στόλον, ἀπέδειξεν ὅτι ἡ δύναμις τῶν μηχανῶν ἀποφασίζει. bbox=[709, 286, 983, 383]
paragraph-text: Ὅθεν τὸ ζήτημα τῆς κατὰ θάλασσαν πολεμικῆς παρασκευῆς τοῦ τόπου δὲν εἶνε δυνατὸν νὰ τεθῇ ὑπὸ οἱονδήποτε ἀμφισβήτησιν. Τὸ ἄλλο ζήτημα, ἐὰν πρέπῃ νὰ θεωρηθῇ ἐπικρατέστερα ἡ πρὸς ἄμυναν παρασκευὴ ἢ πρὸς ἐπίθεσιν, τὸ περὶ τοῦ τρόπου τῆς ἀμύνης ἢ τοῦ δυνατοῦ τῆς ἐπιθέσεως, εἶνε διαφέροντα. Τὸ προέχον εἶνε ὅτι ἡ Ἑλλὰς πρέπει νὰ παρασκευάσῃ ναυτικὴν δύναμιν πάσῃ δυνάμει καὶ πρέπει νὰ παρασκευάσῃ αὐτὴν διὰ θυσιῶν. bbox=[125, 257, 399, 396]
paragraph bbox=[1293, 886, 1566, 942]
speaker-name: Γ. ΘΕΟΤΟΚΗΣ. bbox=[1307, 244, 1402, 257]
paragraph bbox=[1293, 272, 1566, 300]
paragraph bbox=[125, 881, 399, 909]
paragraph-text: Δὲν τὰ ἐτοποθέτησαν. bbox=[204, 796, 324, 809]
speaker-name: Γ. ΘΕΟΤΟΚΗΣ. bbox=[431, 602, 527, 615]
paragraph-text: Εἶμαι γνώμης ὅτι τὸ ταμεῖον τοῦ Στόλου εἶνε ἐπιτυχὴς πρόσδεσις ἔργων, διὰ τοῦ ὁποίου δύνανται νὰ γίνωσιν αἱ δαπάναι κατὰ τάξιν καὶ πρόγραμμα καὶ ὄχι τυχαίως. bbox=[1293, 630, 1566, 685]
paragraph bbox=[710, 214, 983, 284]
paragraph bbox=[1001, 970, 1274, 1026]
paragraph-text: Ἡ ἀλήθεια ὅμως μεθ' ὅσα εἴπατε εἶνε ὅτι ἠλεκτρικὸν φῶς καὶ ἠλεκτρικὰς μηχανὰς δὲν ἔχουν τὰ θωρηκτά, ὅτι προβολεῖς ἠλεκτρικοὺς μικροὶ χρησιμεύουσιν. Εἰς φθορὰς κατεστράφησαν τὰ ἠλεκτρικὰ ἐργαλεῖα εἰς τὸ Βερολῖνον. bbox=[125, 1237, 399, 1320]
paragraph-text: Τὸ λέγω διὰ νὰ δείξω ὅτι ἡ τοιαύτη τῆς δαπάνης τῶν κεφαλαίων ἐπαναληπτικὴ παρουσίασις φέρει τὰς ἐγκαταλείψεις τῶν σκαφῶν. Τὸ λέγω διὰ νὰ δείξω τὴν Ἑλληνικὴν ἐργασίαν περὶ ναυπηγικῆς, ὅτι ἔχομεν νὰ ἐκτελέσωμεν ἔργον, καὶ ὅτι οὐδεὶς θέλει τὰ νέα πλοῖα τοῦ Ναυστάθμου. bbox=[417, 173, 691, 271]
paragraph-text: Τίς δὲν βλέπει τὸ ἄτοπον, ὅτι δὲν ἐψηφίσθη νόμος ὀργανικὸς περὶ ναυπηγείων, ἀλλ' ἠρκέσθημεν εἰς τὸ νὰ γεννηθῶσι μόνον διὰ νόμου οἱ ναυπηγικοὶ σταθμοὶ καὶ ἡ στρατολογία τῶν ἐργατῶν καθ' αὑτούς. bbox=[417, 273, 691, 342]
paragraph-text: Ἡ, ἡ ὑπηρεσία, τί λέγει ὡραῖα. Αὔριον ἡμπορεῖ νὰ μὴ τὰ εἴπῃ. bbox=[1293, 331, 1566, 358]
text-column-5 bbox=[1283, 44, 1575, 2292]
paragraph-text: Ἡμεῖς ἐλάβομεν πολλὰς δωρεὰς παρὰ τῶν Ἑλλήνων τοῦ ἐξωτερικοῦ, ἀλλὰ δὲν ὑπάρχουν οὔτε σχέδια περὶ τῆς ἀξιοποιήσεως τῶν ναυτικῶν μηχανημάτων, οὔτε πρόγραμμα, οὔτε μέτρα ὅπως ἐξασφαλισθῇ ἡ συντήρησις τῶν ἐργαλείων καὶ τῶν ἐξαρτημάτων. bbox=[125, 982, 399, 1065]
paragraph-text: Ἡ θεωρία τῶν μηχανικῶν καὶ ἡ τέχνη αὐτῶν παρ' ἡμῖν δὲν ὑπάρχει. Τὸ ζήτημα εἶνε σοβαρόν. Ἐὰν δὲν ἔχωμεν μηχανικούς, τὰ πλοῖα εἶνε ἄχρηστα. Τὸ προσωπικὸν τοῦτο δὲν δύναται νὰ σχηματισθῇ ἐντὸς ὀλίγων μηνῶν. bbox=[709, 457, 983, 525]
paragraph-text: Ἀφοῦ ἐκάμαμεν τοσοῦτον καιρὸν χρῆσιν τῆς ἀποστολῆς τῶν πλοίων ἀνευ ὀργανώσεως, θὰ μὲ διευκολύνητε νὰ δηλώσω ὅτι δὲν ὑπάρχει σταθερὰ διοίκησις. Ἡ ἀλήθεια εἶνε ὅτι δὲν εἴχομεν στόλον, ἀλλὰ ἁπλῶς πλοῖα ἀνευ ὑπηρεσίας. bbox=[417, 1032, 691, 1115]
paragraph bbox=[1001, 585, 1274, 655]
speaker-name: ΑΠΑΝΑΓΙΑΝΝΗΣ. bbox=[139, 881, 249, 894]
paragraph bbox=[418, 388, 691, 472]
speaker-name: ΛΕΒΙΔΗΣ. bbox=[431, 388, 494, 401]
paragraph bbox=[1001, 243, 1274, 313]
